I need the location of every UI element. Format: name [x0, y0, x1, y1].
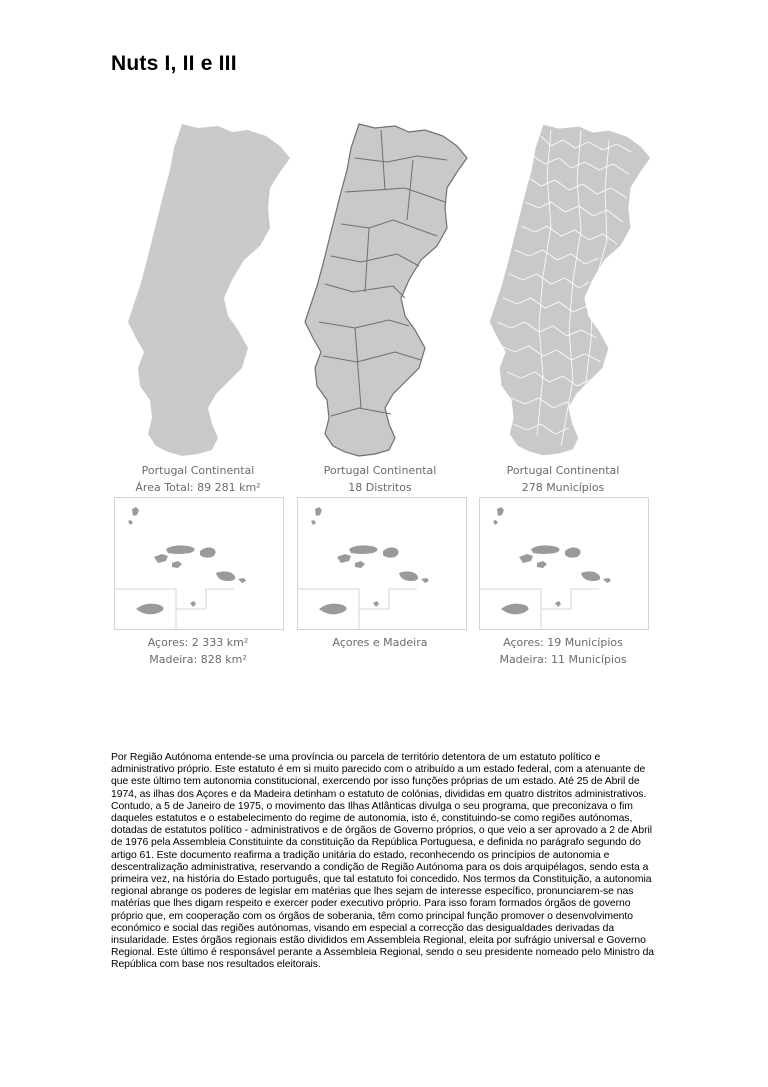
caption-line-2: 18 Distritos	[348, 481, 412, 494]
azores-madeira-municipalities-map	[479, 497, 649, 630]
islands-map-3	[479, 497, 649, 630]
map-nuts-1	[112, 110, 312, 465]
caption-line-2: Madeira: 11 Municípios	[499, 653, 627, 666]
caption-line-1: Açores e Madeira	[332, 636, 428, 649]
caption-nuts-3	[463, 462, 663, 496]
caption-islands-3	[463, 634, 663, 668]
caption-line-2: 278 Municípios	[521, 481, 605, 494]
portugal-map	[112, 110, 312, 465]
azores-madeira-districts-map	[297, 497, 467, 630]
islands-map-1	[114, 497, 284, 630]
caption-islands-1	[98, 634, 298, 668]
caption-line-1: Portugal Continental	[506, 464, 620, 477]
caption-line-2: Madeira: 828 km²	[149, 653, 247, 666]
caption-line-1: Portugal Continental	[323, 464, 437, 477]
caption-line-1: Portugal Continental	[141, 464, 255, 477]
page-title: Nuts I, II e III	[111, 52, 237, 75]
portugal-districts-map	[289, 110, 489, 465]
map-nuts-3	[473, 110, 673, 465]
azores-madeira-map	[114, 497, 284, 630]
caption-nuts-1	[98, 462, 298, 496]
body-paragraph: Por Região Autónoma entende-se uma província ou parcela de território detentora de um estatuto político e administrativo próprio. Este estatuto é em si muito parecido com o atribuído a um estado federal, com a atenuante de que este último tem autonomia constitucional, exercendo por isso funções próprias de um estado. Até 25 de Abril de 1974, as ilhas dos Açores e da Madeira detinham o estatuto de colónias, divididas em quatro distritos administrativos. Contudo, a 5 de Janeiro de 1975, o movimento das Ilhas Atlânticas divulga o seu programa, que preconizava o fim daqueles estatutos e o estabelecimento do regime de autonomia, isto é, constituindo-se como regiões autónomas, dotadas de estatutos político - administrativos e de órgãos de Governo próprios, o que veio a ser aprovado a 2 de Abril de 1976 pela Assembleia Constituinte da constituição da República Portuguesa, e definida no parágrafo segundo do artigo 61. Este documento reafirma a tradição unitária do estado, reconhecendo os princípios de autonomia e descentralização administrativa, reservando a condição de Região Autónoma para os dois arquipélagos, sendo esta a primeira vez, na história do Estado português, que tal estatuto foi concedido. Nos termos da Constituição, a autonomia regional abrange os poderes de legislar em matérias que lhes sejam de interesse específico, pronunciarem-se nas matérias que lhes digam respeito e exercer poder executivo próprio. Para isso foram formados órgãos de governo próprio que, em cooperação com os órgãos de soberania, têm como principal função promover o desenvolvimento económico e social das regiões autónomas, visando em especial a correcção das desigualdades derivadas da insularidade. Estes órgãos regionais estão divididos em Assembleia Regional, eleita por sufrágio universal e Governo Regional. Este último é responsável perante a Assembleia Regional, sendo o seu presidente nomeado pelo Ministro da República com base nos resultados eleitorais.	[111, 752, 655, 971]
islands-map-2	[297, 497, 467, 630]
map-nuts-2	[289, 110, 489, 465]
caption-line-2: Área Total: 89 281 km²	[135, 481, 261, 494]
caption-line-1: Açores: 2 333 km²	[147, 636, 249, 649]
portugal-municipalities-map	[473, 110, 673, 465]
caption-islands-2	[280, 634, 480, 651]
caption-nuts-2	[280, 462, 480, 496]
caption-line-1: Açores: 19 Municípios	[503, 636, 623, 649]
